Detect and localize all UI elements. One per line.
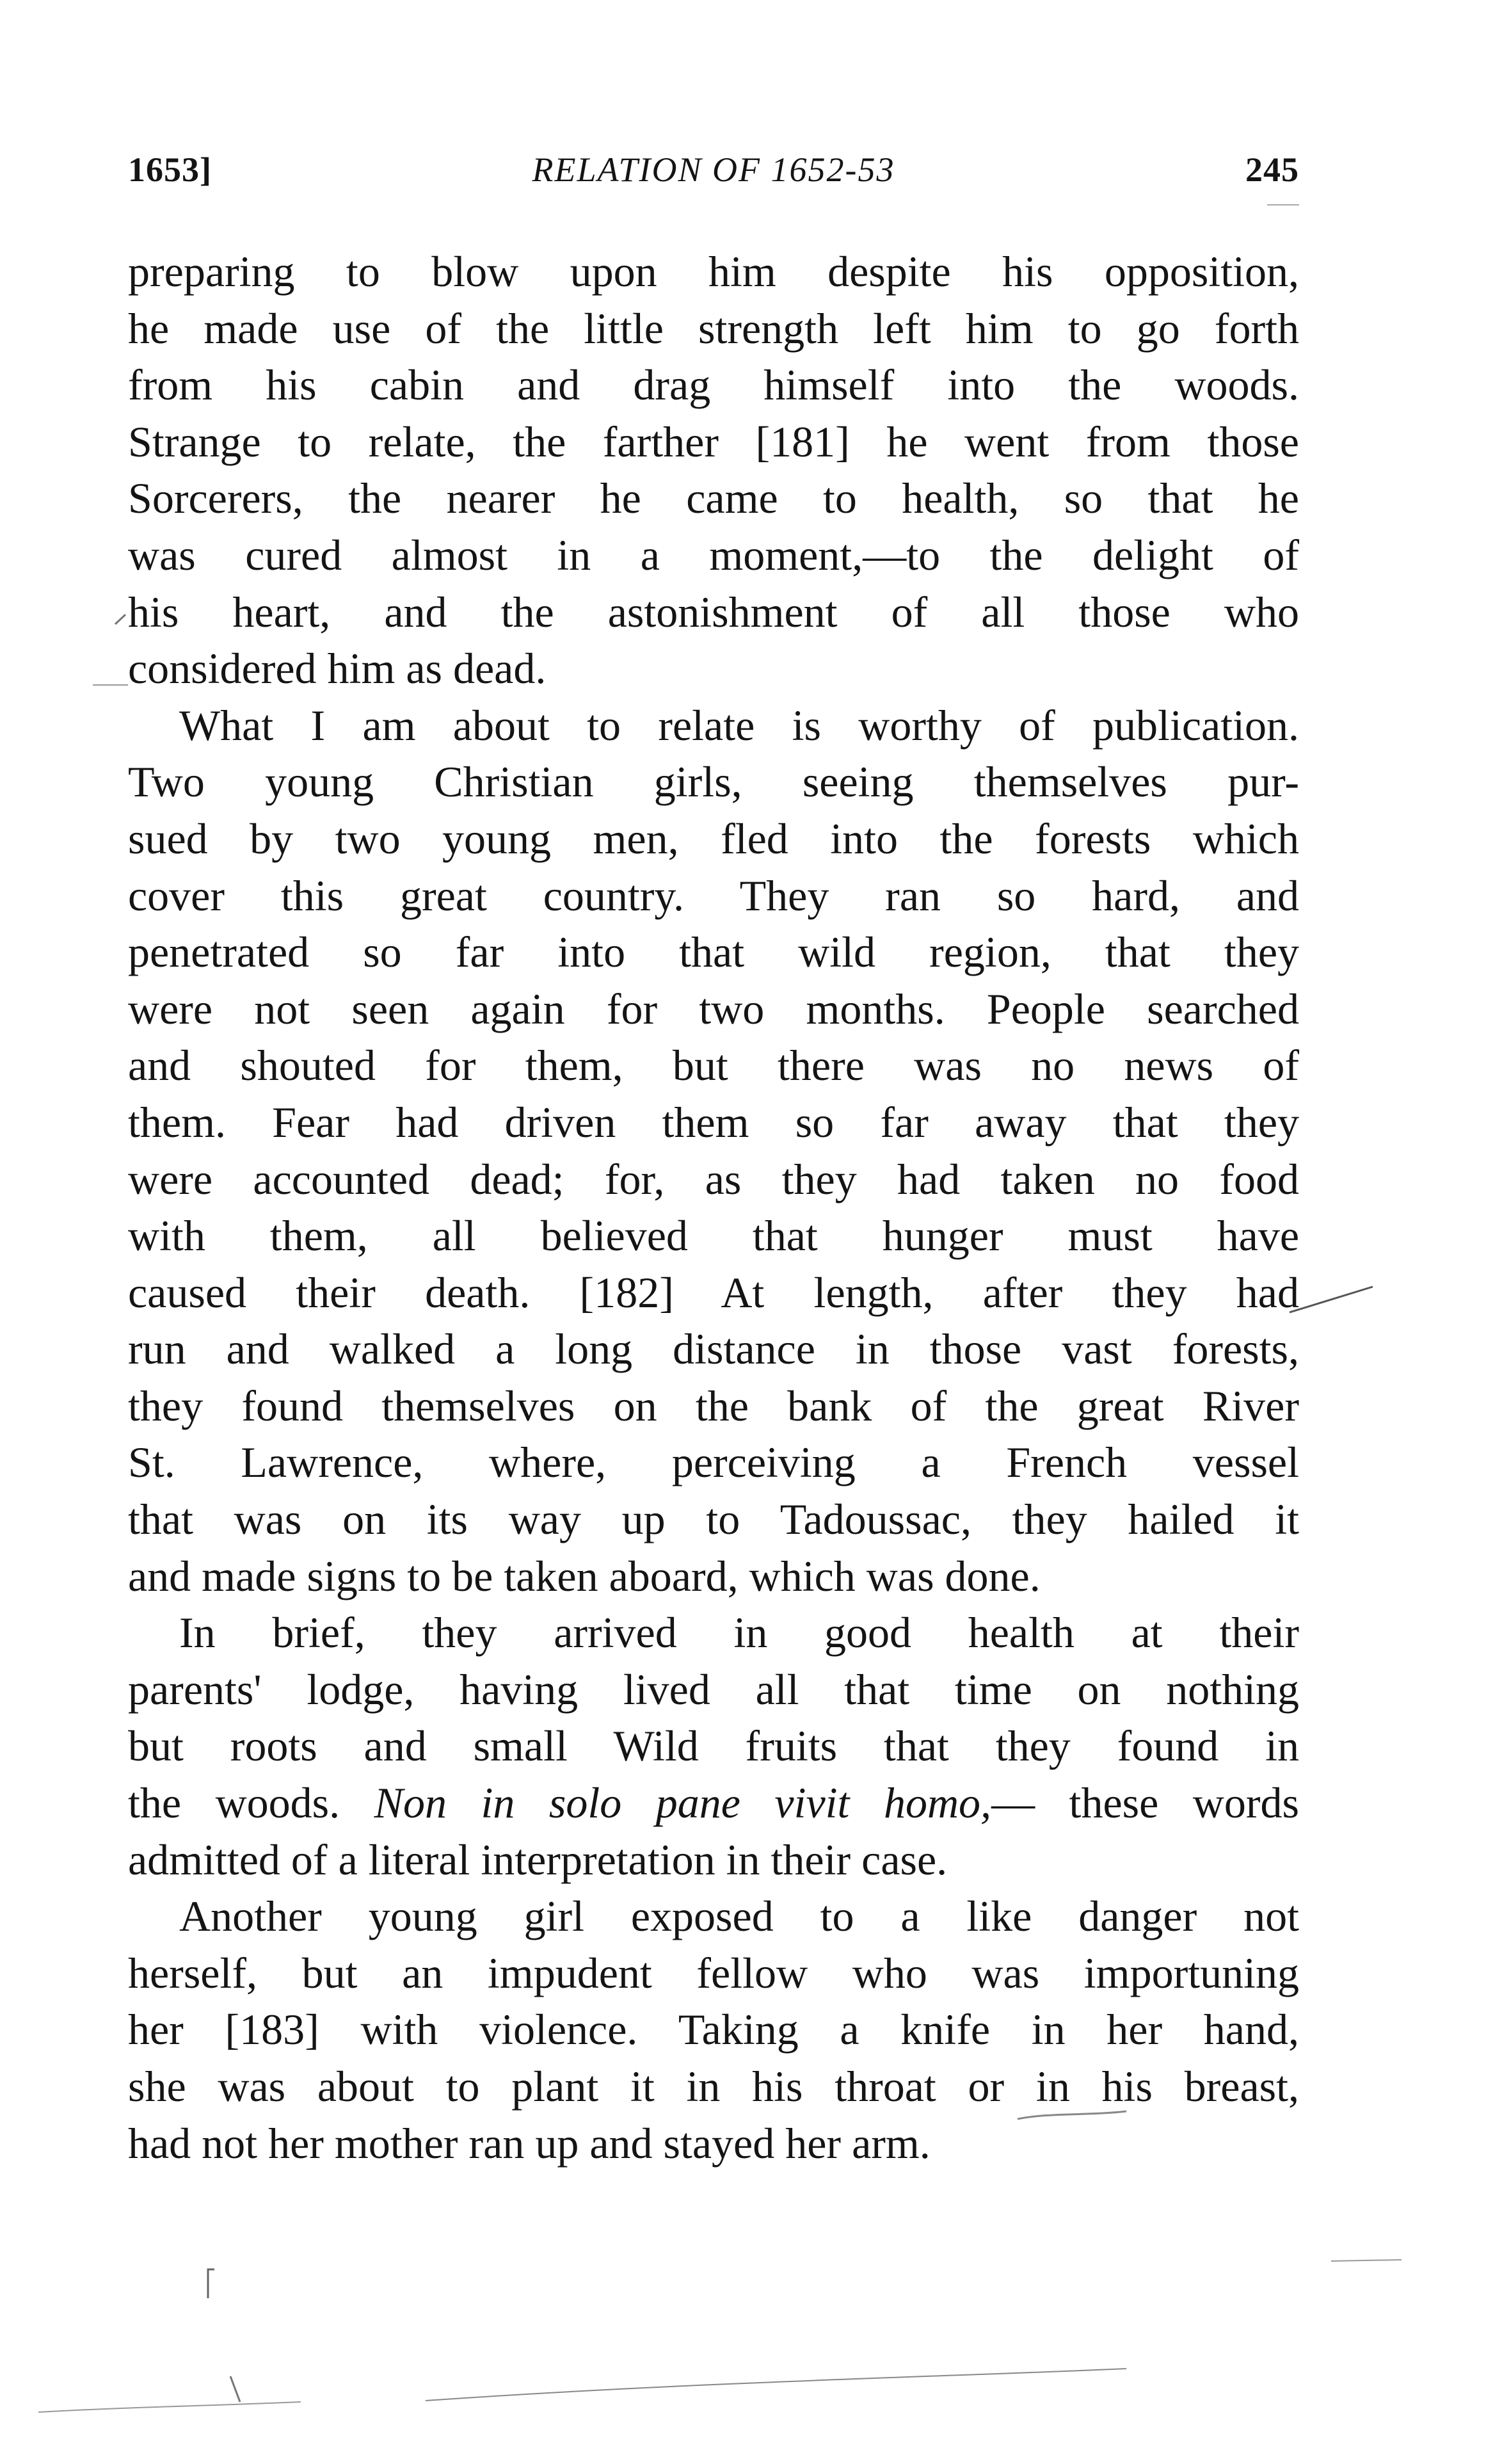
margin-stroke	[1290, 1287, 1373, 1312]
paragraph	[128, 697, 1299, 1605]
text-line: were not seen again for two months. People searched	[128, 984, 1299, 1033]
text-line: Another young girl exposed to a like danger not	[179, 1892, 1299, 1941]
text-line: cover this great country. They ran so hard, and	[128, 871, 1299, 920]
text-line: she was about to plant it in his throat or in his breast,	[128, 2062, 1299, 2111]
scan-line	[1331, 2260, 1402, 2261]
paragraph	[128, 1604, 1299, 1888]
text-line: penetrated so far into that wild region, that they	[128, 928, 1299, 977]
text-line: had not her mother ran up and stayed her arm.	[128, 2118, 931, 2168]
bracket-mark	[230, 2376, 240, 2402]
text-line: and made signs to be taken aboard, which was done.	[128, 1551, 1041, 1600]
running-head	[128, 144, 1299, 195]
text-line: herself, but an impudent fellow who was importuning	[128, 1948, 1299, 1997]
text-line: he made use of the little strength left him to go forth	[128, 303, 1299, 353]
text-line: Sorcerers, the nearer he came to health, so that he	[128, 474, 1299, 523]
text-line: considered him as dead.	[128, 644, 547, 693]
page-number: 245	[1245, 150, 1299, 189]
text-line: that was on its way up to Tadoussac, they hailed it	[128, 1495, 1299, 1544]
paragraph	[128, 1888, 1299, 2171]
text-line: sued by two young men, fled into the forests which	[128, 814, 1299, 863]
text-line: caused their death. [182] At length, after they had	[128, 1268, 1299, 1317]
bracket-mark	[208, 2269, 214, 2298]
text-line: What I am about to relate is worthy of publication.	[179, 700, 1299, 750]
text-line: her [183] with violence. Taking a knife in her hand,	[128, 2005, 1299, 2054]
text-line: with them, all believed that hunger must have	[128, 1211, 1299, 1260]
text-line: Two young Christian girls, seeing themselves pur-	[128, 757, 1299, 807]
text-line: was cured almost in a moment,—to the delight of	[128, 530, 1299, 579]
text-line	[128, 1775, 1299, 1832]
scan-line	[38, 2402, 301, 2412]
text-line: parents' lodge, having lived all that time on nothing	[128, 1664, 1299, 1714]
scan-line	[426, 2369, 1126, 2401]
line-segment: the woods.	[128, 1778, 374, 1828]
paragraph	[128, 243, 1299, 697]
text-line: but roots and small Wild fruits that they found in	[128, 1721, 1299, 1771]
text-line: run and walked a long distance in those vast forests,	[128, 1325, 1299, 1374]
text-line: Strange to relate, the farther [181] he went from those	[128, 417, 1299, 466]
section-year: 1653]	[128, 150, 212, 189]
text-line: from his cabin and drag himself into the woods.	[128, 360, 1299, 410]
text-line: were accounted dead; for, as they had taken no food	[128, 1154, 1299, 1204]
text-line: preparing to blow upon him despite his opposition,	[128, 247, 1299, 296]
line-segment: — these words	[991, 1778, 1299, 1828]
text-line: his heart, and the astonishment of all those who	[128, 587, 1299, 636]
margin-stroke	[115, 615, 125, 624]
body-text	[128, 243, 1299, 2171]
running-title: RELATION OF 1652-53	[532, 150, 895, 189]
text-line: St. Lawrence, where, perceiving a French vessel	[128, 1438, 1299, 1487]
text-line: admitted of a literal interpretation in their case.	[128, 1835, 948, 1884]
text-line: they found themselves on the bank of the great River	[128, 1381, 1299, 1430]
text-line: them. Fear had driven them so far away that they	[128, 1097, 1299, 1147]
text-line: In brief, they arrived in good health at their	[179, 1608, 1299, 1657]
text-line: and shouted for them, but there was no news of	[128, 1041, 1299, 1090]
latin-quotation: Non in solo pane vivit homo,	[374, 1778, 992, 1828]
